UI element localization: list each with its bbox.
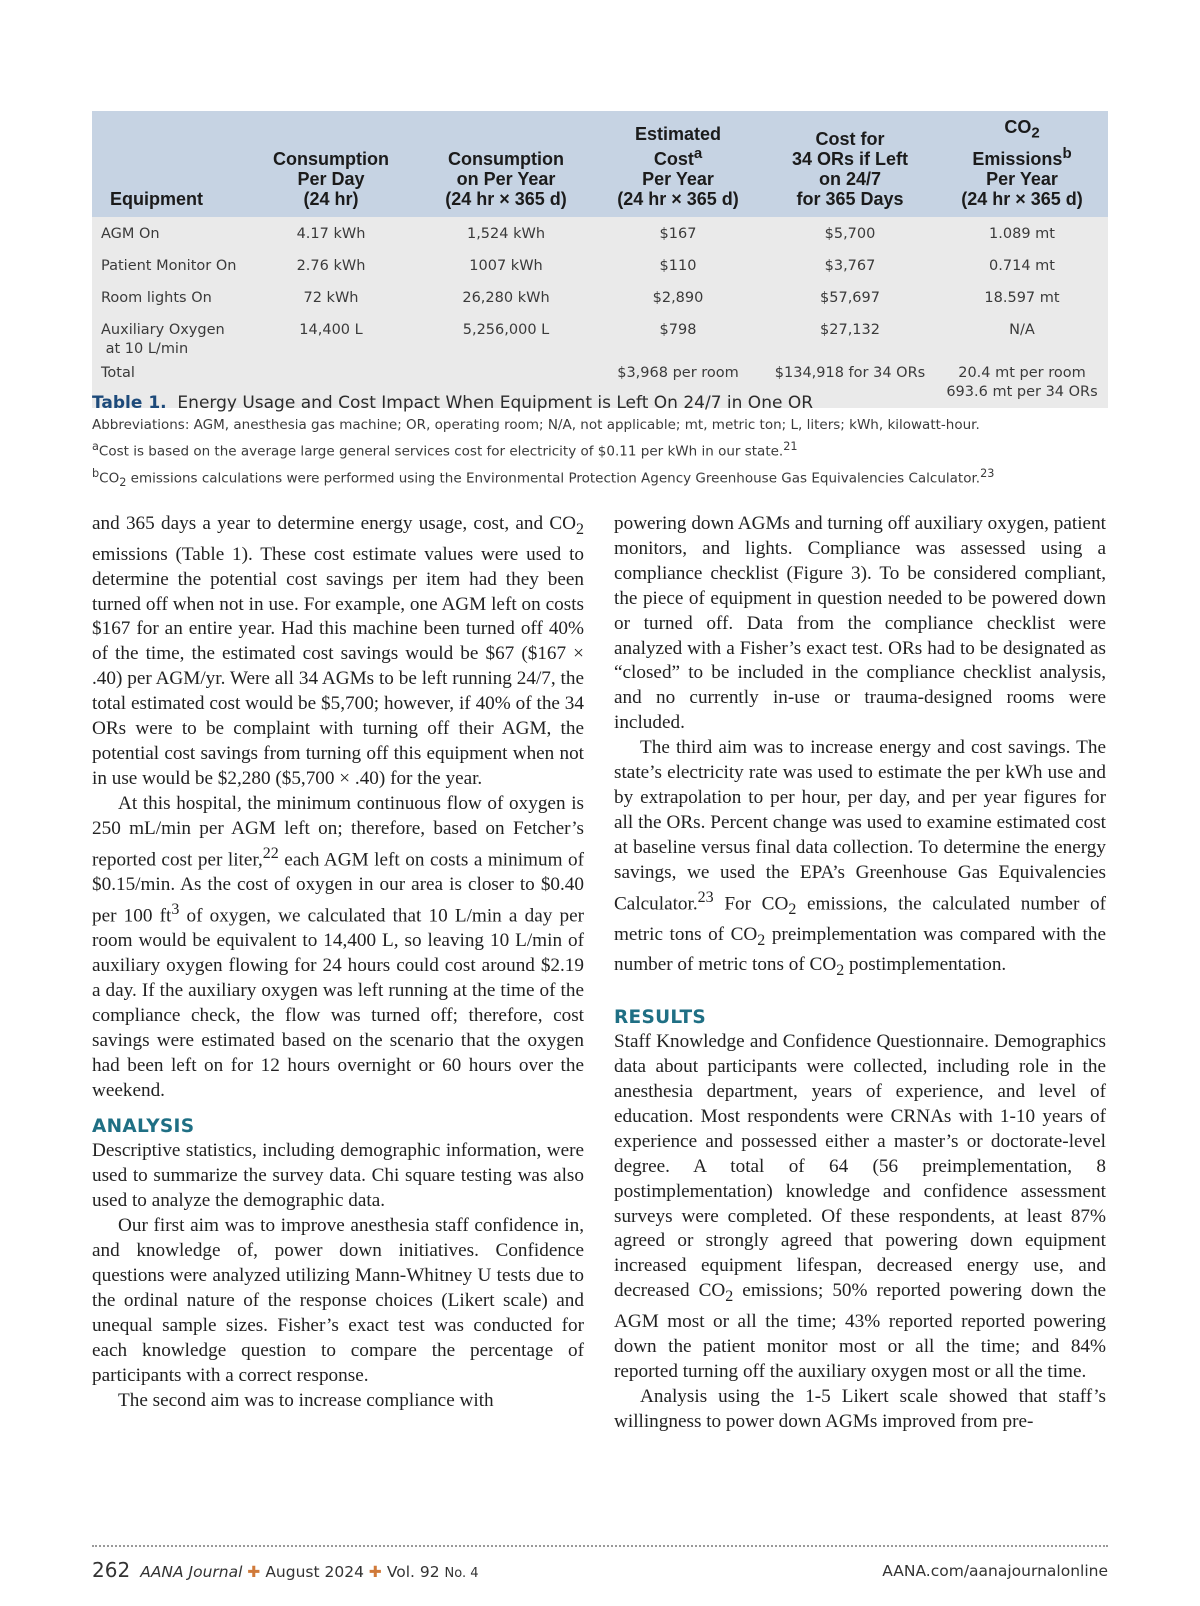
page-number: 262 [92, 1558, 131, 1582]
table-cell: $110 [592, 252, 764, 284]
column-header: Consumption on Per Year (24 hr × 365 d) [420, 111, 592, 217]
table-cell: 1.089 mt [936, 217, 1108, 252]
right-paragraph-2: The third aim was to increase energy and cost savings. The state’s electricity rate was used to estimate the per kWh use and by extrapolation to per hour, per day, and per year figures for all the ORs. Percent change was used to examine estimated cost at baseline versus final data collection. To determine the energy savings, we used the EPA’s Greenhouse Gas Equivalencies Calculator.$^{23}$ For $CO_2$ emissions, the calculated number of metric tons of $CO_2$ preimplementation was compared with the number of metric tons of $CO_2$ postimplementation. [614, 737, 1106, 980]
caption-title-line [92, 393, 1122, 414]
column-header: Cost for 34 ORs if Left on 24/7 for 365 Days [764, 111, 936, 217]
column-header: $CO_2$ Emissions$^b$ Per Year (24 hr × 365 d) [936, 111, 1108, 217]
plus-separator-icon: ✚ [368, 1563, 382, 1581]
caption-label: Table 1. [92, 393, 167, 413]
table-cell: 72 kWh [242, 284, 420, 316]
table-cell: 2.76 kWh [242, 252, 420, 284]
table-caption [92, 393, 1122, 494]
note-a-ref: 21 [783, 440, 798, 453]
note-a-marker: a [92, 440, 99, 453]
table-cell: 1,524 kWh [420, 217, 592, 252]
column-header: Estimated Cost$^a$ Per Year (24 hr × 365 d) [592, 111, 764, 217]
caption-note-b [92, 463, 1122, 494]
table-cell: $57,697 [764, 284, 936, 316]
issue-date: August 2024 [265, 1563, 364, 1581]
analysis-heading: ANALYSIS [92, 1116, 195, 1138]
table-row [92, 217, 1108, 252]
right-paragraph-1: powering down AGMs and turning off auxiliary oxygen, patient monitors, and lights. Compliance was assessed using a compliance checklist (Figure 3). To be considered compliant, the piece of equipment in question needed to be powered down or turned off. Data from the compliance checklist were analyzed with a Fisher’s exact test. ORs had to be designated as “closed” to be included in the compliance checklist analysis, and no currently in-use or trauma-designed rooms were included. [614, 513, 1106, 734]
table-cell: 4.17 kWh [242, 217, 420, 252]
table-cell: $2,890 [592, 284, 764, 316]
energy-usage-table [92, 111, 1108, 408]
table-row-label: AGM On [92, 217, 242, 252]
left-paragraph-2: At this hospital, the minimum continuous flow of oxygen is 250 mL/min per AGM left on; therefore, based on Fetcher’s reported cost per liter,$^{22}$ each AGM left on costs a minimum of $0.15/min. As the cost of oxygen in our area is closer to $0.40 per 100 $ft^3$ of oxygen, we calculated that 10 L/min a day per room would be equivalent to 14,400 L, so leaving 10 L/min of auxiliary oxygen flowing for 24 hours could cost around $2.19 a day. If the auxiliary oxygen was left running at the time of the compliance check, the flow was turned off; therefore, cost savings were estimated based on the scenario that the oxygen had been left on for 12 hours overnight or 60 hours over the weekend. [92, 792, 584, 1101]
table-cell: 26,280 kWh [420, 284, 592, 316]
right-paragraph-3: Staff Knowledge and Confidence Questionnaire. Demographics data about participants were collected, including role in the anesthesia department, years of experience, and level of education. Most respondents were CRNAs with 1-10 years of experience and possessed either a master’s or doctorate-level degree. A total of 64 (56 preimplementation, 8 postimplementation) knowledge and confidence assessment surveys were completed. Of these respondents, at least 87% agreed or strongly agreed that powering down equipment increased equipment lifespan, decreased energy use, and decreased $CO_2$ emissions; 50% reported powering down the AGM most or all the time; 43% reported reported powering down the patient monitor most or all the time; and 84% reported turning off the auxiliary oxygen most or all the time. [614, 1031, 1107, 1382]
column-header: Equipment [92, 111, 242, 217]
table-cell: $5,700 [764, 217, 936, 252]
note-a-text: Cost is based on the average large general services cost for electricity of $0.11 per kWh in our state. [98, 443, 784, 460]
left-paragraph-3: Descriptive statistics, including demographic information, were used to summarize the survey data. Chi square testing was also used to analyze the demographic data. [92, 1140, 584, 1212]
right-text-column [614, 512, 1106, 1435]
left-paragraph-5: The second aim was to increase compliance with [118, 1389, 494, 1411]
right-paragraph-4: Analysis using the 1-5 Likert scale showed that staff’s willingness to power down AGMs improved from pre- [614, 1385, 1106, 1432]
left-text-column [92, 512, 584, 1413]
caption-abbreviations: Abbreviations: AGM, anesthesia gas machine; OR, operating room; N/A, not applicable; mt, metric ton; L, liters; kWh, kilowatt-hour. [92, 417, 980, 433]
note-b-co: CO [99, 470, 120, 486]
table-cell: $3,767 [764, 252, 936, 284]
table-cell: 0.714 mt [936, 252, 1108, 284]
caption-title: Energy Usage and Cost Impact When Equipment is Left On 24/7 in One OR [177, 393, 814, 413]
table-row [92, 252, 1108, 284]
energy-table-container [92, 111, 1108, 408]
table-cell: $3,968 per room [592, 359, 764, 408]
table-cell: $167 [592, 217, 764, 252]
table-cell: 20.4 mt per room 693.6 mt per 34 ORs [936, 359, 1108, 408]
table-cell: $134,918 for 34 ORs [764, 359, 936, 408]
table-row-label: Room lights On [92, 284, 242, 316]
note-b-marker: b [92, 466, 100, 480]
plus-separator-icon: ✚ [247, 1563, 261, 1581]
note-b-ref: 23 [980, 466, 995, 480]
table-cell: 5,256,000 L [420, 316, 592, 359]
table-row-label: Total [92, 359, 242, 408]
page-footer [92, 1558, 1108, 1582]
table-cell: 14,400 L [242, 316, 420, 359]
note-b-text: emissions calculations were performed using the Environmental Protection Agency Greenhouse Gas Equivalencies Calculator. [126, 470, 981, 486]
table-row-label: Patient Monitor On [92, 252, 242, 284]
journal-name: AANA Journal [140, 1563, 243, 1581]
table-body [92, 217, 1108, 408]
left-paragraph-1: and 365 days a year to determine energy usage, cost, and $CO_2$ emissions (Table 1). These cost estimate values were used to determine the potential cost savings per item had they been turned off when not in use. For example, one AGM left on costs $167 for an entire year. Had this machine been turned off 40% of the time, the estimated cost savings would be $67 ($167 × .40) per AGM/yr. Were all 34 AGMs to be left running 24/7, the total estimated cost would be $5,700; however, if 40% of the 34 ORs were to be complaint with turning off their AGM, the potential cost savings from turning off this equipment when not in use would be $2,280 ($5,700 × .40) for the year. [92, 513, 584, 789]
table-cell: $27,132 [764, 316, 936, 359]
table-row [92, 316, 1108, 359]
issue-number: No. 4 [444, 1566, 479, 1581]
journal-url[interactable]: AANA.com/aanajournalonline [882, 1562, 1108, 1580]
left-paragraph-4: Our first aim was to improve anesthesia staff confidence in, and knowledge of, power down initiatives. Confidence questions were analyzed utilizing Mann-Whitney U tests due to the ordinal nature of the response choices (Likert scale) and unequal sample sizes. Fisher’s exact test was conducted for each knowledge question to compare the percentage of participants with a correct response. [92, 1215, 584, 1386]
table-cell: $798 [592, 316, 764, 359]
table-row [92, 284, 1108, 316]
results-heading: RESULTS [614, 1007, 706, 1029]
caption-note-a [92, 436, 1122, 463]
column-header: Consumption Per Day (24 hr) [242, 111, 420, 217]
volume: Vol. 92 [386, 1563, 440, 1581]
table-cell: N/A [936, 316, 1108, 359]
note-b-sub: 2 [119, 475, 127, 489]
table-row-label: Auxiliary Oxygen at 10 L/min [92, 316, 242, 359]
table-cell: 18.597 mt [936, 284, 1108, 316]
footer-divider [92, 1545, 1108, 1547]
table-cell: 1007 kWh [420, 252, 592, 284]
table-header-row [92, 111, 1108, 217]
